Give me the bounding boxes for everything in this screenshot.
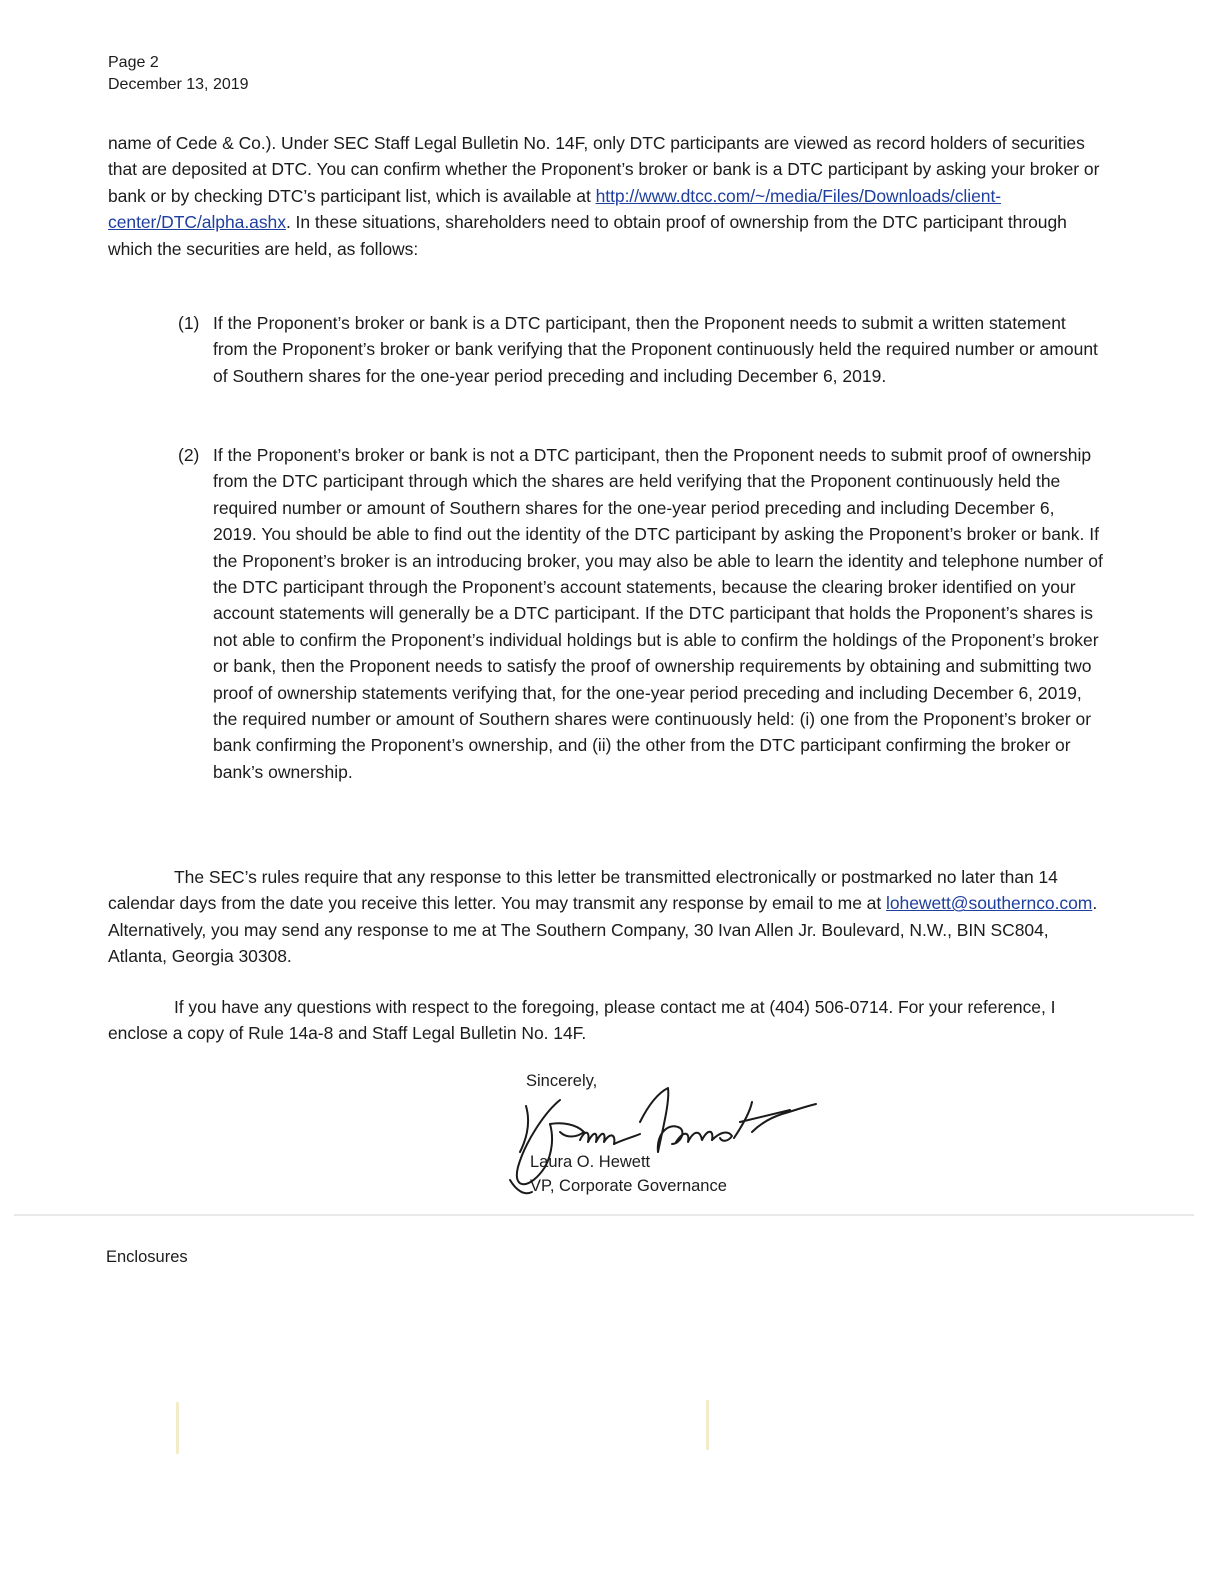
intro-text-after-link: . In these situations, shareholders need to obtain proof of ownership from the DTC participant through which the securities are held, as follows: [108,212,1067,259]
letter-date: December 13, 2019 [108,76,249,93]
scan-fold-line [14,1214,1194,1216]
signer-name: Laura O. Hewett [530,1153,651,1171]
page-number: Page 2 [108,54,159,71]
scan-artifact [706,1400,709,1450]
email-link[interactable]: lohewett@southernco.com [886,893,1093,914]
dtc-participant-list-link[interactable]: http://www.dtcc.com/~/media/Files/Downloads/client-center/DTC/alpha.ashx [108,185,1002,233]
scan-artifact [176,1402,179,1454]
list-item-number: (1) [178,313,200,333]
list-item-text: If the Proponent’s broker or bank is a DTC participant, then the Proponent needs to submit a written statement from the Proponent’s broker or bank verifying that the Proponent continuously held the required number or amount of Southern shares for the one-year period preceding and including December 6, 2019. [213,313,1098,386]
enclosures-label: Enclosures [106,1248,188,1266]
signer-title: VP, Corporate Governance [530,1177,727,1195]
intro-text-before-link: name of Cede & Co.). Under SEC Staff Legal Bulletin No. 14F, only DTC participants are viewed as record holders of securities that are deposited at DTC. You can confirm whether the Proponent’s broker or bank is a DTC participant by asking your broker or bank or by checking DTC’s participant list, which is available at [108,133,1100,206]
list-item-text: If the Proponent’s broker or bank is not a DTC participant, then the Proponent needs to submit proof of ownership from the DTC participant through which the shares are held verifying that the Proponent continuously held the required number or amount of Southern shares for the one-year period preceding and including December 6, 2019. You should be able to find out the identity of the DTC participant by asking the Proponent’s broker or bank. If the Proponent’s broker is an introducing broker, you may also be able to learn the identity and telephone number of the DTC participant through the Proponent’s account statements, because the clearing broker identified on your account statements will generally be a DTC participant. If the DTC participant that holds the Proponent’s shares is not able to confirm the Proponent’s individual holdings but is able to confirm the holdings of the Proponent’s broker or bank, then the Proponent needs to satisfy the proof of ownership requirements by obtaining and submitting two proof of ownership statements verifying that, for the one-year period preceding and including December 6, 2019, the required number or amount of Southern shares were continuously held: (i) one from the Proponent’s broker or bank confirming the Proponent’s ownership, and (ii) the other from the DTC participant confirming the broker or bank’s ownership. [213,445,1103,782]
intro-paragraph [108,130,1103,262]
sec-text-after-email: . Alternatively, you may send any response to me at The Southern Company, 30 Ivan Allen Jr. Boulevard, N.W., BIN SC804, Atlanta, Georgia 30308. [108,893,1098,967]
page-header [108,52,249,96]
closing-salutation: Sincerely, [526,1072,598,1090]
sec-text-before-email: The SEC’s rules require that any response to this letter be transmitted electronically or postmarked no later than 14 calendar days from the date you receive this letter. You may transmit any response by email to me at [108,867,1058,914]
list-item-number: (2) [178,445,200,465]
sec-response-paragraph [108,864,1108,970]
questions-paragraph: If you have any questions with respect to the foregoing, please contact me at (404) 506-0714. For your reference, I enclose a copy of Rule 14a-8 and Staff Legal Bulletin No. 14F. [108,997,1056,1044]
